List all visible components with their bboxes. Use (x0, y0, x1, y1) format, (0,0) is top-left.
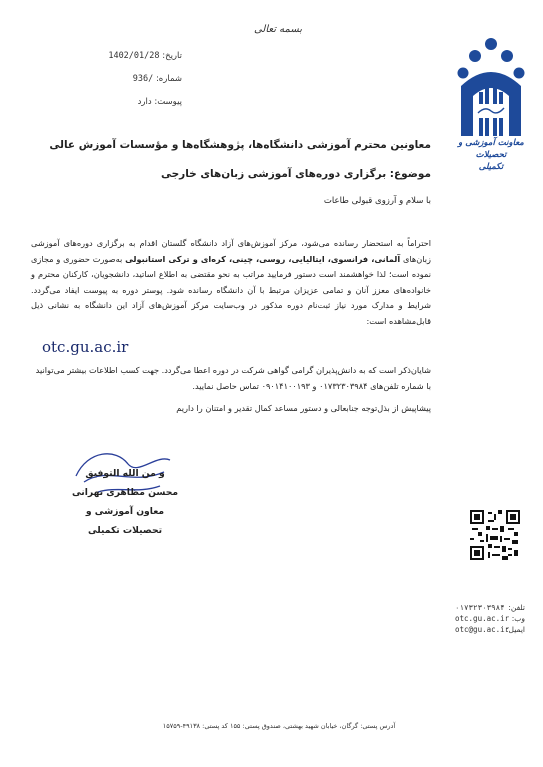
logo-caption-line2: تکمیلی (478, 162, 504, 172)
number-label: شماره: (155, 74, 182, 84)
date-label: تاریخ: (162, 51, 182, 61)
phone-label: تلفن: (508, 603, 525, 612)
body-paragraph-rest: به‌صورت حضوری و مجازی نموده است؛ لذا خواهشمند است دستور فرمایید مراتب به نحو مقتضی به اطلاع اساتید، دانشجویان، کارکنان محترم و خانواده‌های معزز آنان و تمامی عزیزان مرتبط با آن دانشگاه رسانده شود. پوستر دوره به پیوست ایفاد می‌گردد. شرایط و مدارک مورد نیاز ثبت‌نام دوره مذکور در وب‌سایت مرکز آموزش‌های آزاد این دانشگاه به نشانی ذیل قابل‌مشاهده است: (31, 253, 431, 326)
qr-code (470, 510, 520, 560)
phone-value: ۰۱۷۳۲۳۰۳۹۸۴ (455, 603, 505, 612)
basmala: بسمه تعالی (253, 24, 303, 35)
languages-list: آلمانی، فرانسوی، ایتالیایی، روسی، چینی، کره‌ای و ترکی استانبولی (125, 253, 401, 264)
website-url: otc.gu.ac.ir (42, 338, 129, 356)
number-line (42, 74, 182, 84)
closing-paragraph: پیشاپیش از بذل‌توجه جنابعالی و دستور مساعد کمال تقدیر و امتنان را داریم (176, 403, 431, 413)
signature-name: محسن مظاهری تهرانی (71, 487, 179, 498)
logo-caption-line1: معاونت آموزشی و تحصیلات (458, 138, 524, 160)
attachment-label: پیوست: (154, 97, 182, 107)
recipient: معاونین محترم آموزشی دانشگاه‌ها، پژوهشگاه‌ها و مؤسسات آموزش عالی (49, 139, 431, 151)
body-paragraph (31, 236, 431, 330)
university-logo (455, 36, 527, 141)
signature-line-1: و من الله التوفیق (85, 468, 165, 479)
logo-caption (443, 137, 539, 173)
web-label: وب: (511, 614, 525, 623)
web-value[interactable]: otc.gu.ac.ir (455, 614, 510, 623)
date-line (42, 51, 182, 61)
certificate-paragraph: شایان‌ذکر است که به دانش‌پذیران گرامی گواهی شرکت در دوره اعطا می‌گردد. جهت کسب اطلاعات بیشتر می‌توانید با شماره تلفن‌های ۰۱۷۳۲۳۰۳۹۸۴ و ۰۹۰۱۴۱۰۰۱۹۳ تماس حاصل نمایید. (35, 365, 431, 391)
number-value: 936/ (132, 74, 154, 84)
attachment-value: دارد (137, 97, 152, 107)
signature-title: معاون آموزشی و تحصیلات تکمیلی (85, 506, 165, 536)
subject: موضوع: برگزاری دوره‌های آموزشی زبان‌های خارجی (160, 168, 431, 180)
body-paragraph-intro: احتراماً به استحضار رسانده می‌شود، مرکز آموزش‌های آزاد دانشگاه گلستان اقدام به برگزاری دوره‌های آموزشی زبان‌های (31, 238, 431, 264)
footer-address: آدرس پستی: گرگان، خیابان شهید بهشتی، صندوق پستی: ۱۵۵ کد پستی: ۴۹۱۳۸-۱۵۷۵۹ (162, 722, 396, 730)
greeting: با سلام و آرزوی قبولی طاعات (323, 196, 431, 206)
date-value: 1402/01/28 (108, 51, 160, 61)
attachment-line (42, 97, 182, 107)
email-value[interactable]: otc@gu.ac.ir (455, 625, 510, 634)
signature-block (66, 464, 184, 540)
email-label: ایمیل: (506, 625, 525, 634)
